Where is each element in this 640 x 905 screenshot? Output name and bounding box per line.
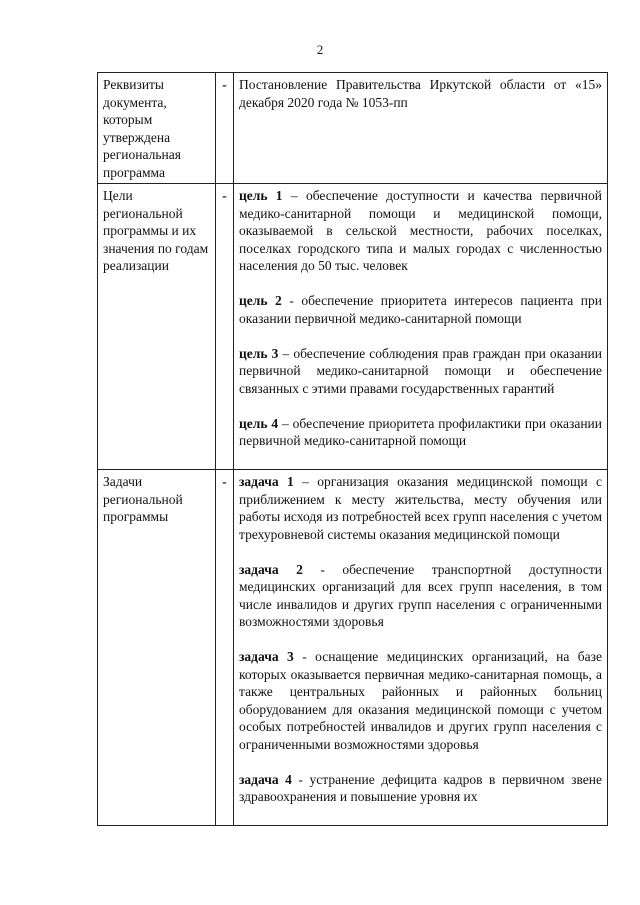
goal-keyword: цель 1 <box>239 188 283 203</box>
paragraph-text: – обеспечение соблюдения прав граждан при оказании первичной медико-санитарной помощи и обеспечение связанных с этими правами государственных гарантий <box>239 345 603 396</box>
paragraph-text: - обеспечение приоритета интересов пациента при оказании первичной медико-санитарной помощи <box>239 293 603 326</box>
paragraph-text: Постановление Правительства Иркутской области от «15» декабря 2020 года № 1053-пп <box>239 77 602 110</box>
paragraph-text: - устранение дефицита кадров в первичном звене здравоохранения и повышение уровня их <box>239 771 603 804</box>
row-dash: - <box>216 470 234 826</box>
row-dash: - <box>216 73 234 184</box>
paragraph-text: – обеспечение приоритета профилактики при оказании первичной медико-санитарной помощи <box>239 415 603 448</box>
row-label: Задачи региональной программы <box>98 470 216 826</box>
content-paragraph <box>239 648 602 753</box>
task-keyword: задача 4 <box>239 771 292 787</box>
content-paragraph <box>239 415 602 450</box>
content-paragraph <box>239 771 602 806</box>
goal-keyword: цель 4 <box>239 415 279 431</box>
table-row <box>98 470 608 826</box>
row-label: Реквизиты документа, которым утверждена региональная программа <box>98 73 216 184</box>
content-paragraph <box>239 187 602 275</box>
paragraph-text: – обеспечение доступности и качества первичной медико-санитарной помощи и медицинской помощи, оказываемой в сельской местности, рабочих поселках, поселках городского типа и малых городах с численностью населения до 50 тыс. человек <box>239 188 602 273</box>
row-content <box>234 470 608 826</box>
content-paragraph <box>239 292 602 327</box>
row-label: Цели региональной программы и их значения по годам реализации <box>98 184 216 470</box>
page-number: 2 <box>316 42 324 57</box>
program-passport-table <box>97 72 608 826</box>
row-dash: - <box>216 184 234 470</box>
task-keyword: задача 2 <box>239 561 303 577</box>
task-keyword: задача 1 <box>239 474 294 489</box>
task-keyword: задача 3 <box>239 649 294 664</box>
table-row <box>98 184 608 470</box>
content-paragraph <box>239 473 602 543</box>
paragraph-text: – организация оказания медицинской помощи с приближением к месту жительства, месту обучения или работы исходя из потребностей всех групп населения с учетом трехуровневой системы оказания медицинской помощи <box>239 474 602 542</box>
content-paragraph <box>239 345 602 398</box>
paragraph-text: - обеспечение транспортной доступности медицинских организаций для всех групп населения, в том числе инвалидов и других групп населения с ограниченными возможностями здоровья <box>239 561 602 629</box>
table-row <box>98 73 608 184</box>
goal-keyword: цель 2 <box>239 293 282 308</box>
content-paragraph <box>239 76 602 111</box>
row-content <box>234 184 608 470</box>
paragraph-text: - оснащение медицинских организаций, на базе которых оказывается первичная медико-санитарная помощь, а также центральных районных и районных больниц оборудованием для оказания медицинской помощи с учетом особых потребностей инвалидов и других групп населения с ограниченными возможностями здоровья <box>239 649 602 752</box>
row-content <box>234 73 608 184</box>
content-paragraph <box>239 561 602 631</box>
goal-keyword: цель 3 <box>239 345 279 361</box>
